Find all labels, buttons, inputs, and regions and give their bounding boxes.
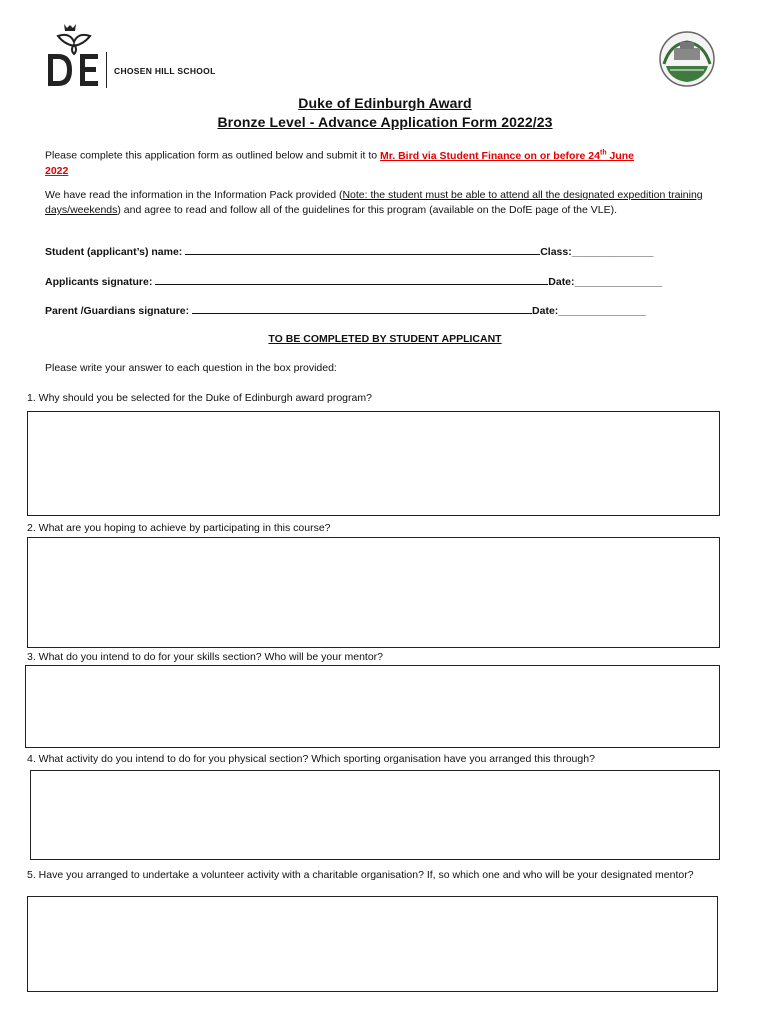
applicant-signature-label: Applicants signature: — [45, 276, 156, 288]
question-2: 2. What are you hoping to achieve by participating in this course? — [27, 522, 331, 534]
class-field[interactable]: Class:______________ — [540, 246, 654, 258]
question-5: 5. Have you arranged to undertake a volunteer activity with a charitable organisation? If, so which one and who will be your designated mentor? — [27, 869, 694, 881]
answer-box-4[interactable] — [30, 770, 720, 860]
dofe-crown-icon — [44, 22, 204, 92]
applicant-signature-line — [45, 275, 685, 288]
student-name-field[interactable] — [185, 245, 540, 255]
question-4: 4. What activity do you intend to do for you physical section? Which sporting organisation have you arranged this through? — [27, 753, 595, 765]
school-name: CHOSEN HILL SCHOOL — [114, 66, 216, 76]
school-crest — [652, 30, 722, 88]
question-3: 3. What do you intend to do for your skills section? Who will be your mentor? — [27, 651, 384, 663]
student-name-label: Student (applicant’s) name: — [45, 246, 186, 258]
applicant-date-field[interactable]: Date:_______________ — [548, 276, 663, 288]
parent-date-field[interactable]: Date:_______________ — [532, 305, 646, 317]
school-crest-icon — [652, 30, 722, 88]
parent-signature-field[interactable] — [192, 304, 532, 314]
applicant-signature-field[interactable] — [155, 275, 548, 285]
form-title-line1: Duke of Edinburgh Award — [298, 95, 472, 111]
answer-box-5[interactable] — [27, 896, 718, 992]
parent-signature-line — [45, 304, 685, 317]
intro-text: Please complete this application form as outlined below and submit it to — [45, 149, 381, 162]
submission-year: 2022 — [45, 164, 69, 177]
answer-box-1[interactable] — [27, 411, 720, 516]
dofe-logo — [44, 22, 216, 92]
instruction-text: Please write your answer to each question in the box provided: — [45, 362, 337, 374]
question-1: 1. Why should you be selected for the Duke of Edinburgh award program? — [27, 392, 372, 404]
intro-paragraph-2: We have read the information in the Information Pack provided (Note: the student must be able to attend all the designated expedition training days/weekends) and agree to read and follow all of the guidelines for this program (available on the DofE page of the VLE). — [45, 189, 703, 216]
intro-paragraph-1 — [45, 145, 725, 179]
form-title-line2: Bronze Level - Advance Application Form 2022/23 — [217, 114, 553, 130]
student-name-line — [45, 245, 685, 258]
submission-instruction: Mr. Bird via Student Finance on or before 24th June — [380, 149, 635, 162]
attendance-note: Note: the student must be able to attend all the designated expedition training days/weekends — [45, 189, 703, 216]
answer-box-2[interactable] — [27, 537, 720, 648]
parent-signature-label: Parent /Guardians signature: — [45, 305, 193, 317]
answer-box-3[interactable] — [25, 665, 720, 748]
section-heading: TO BE COMPLETED BY STUDENT APPLICANT — [268, 333, 502, 345]
